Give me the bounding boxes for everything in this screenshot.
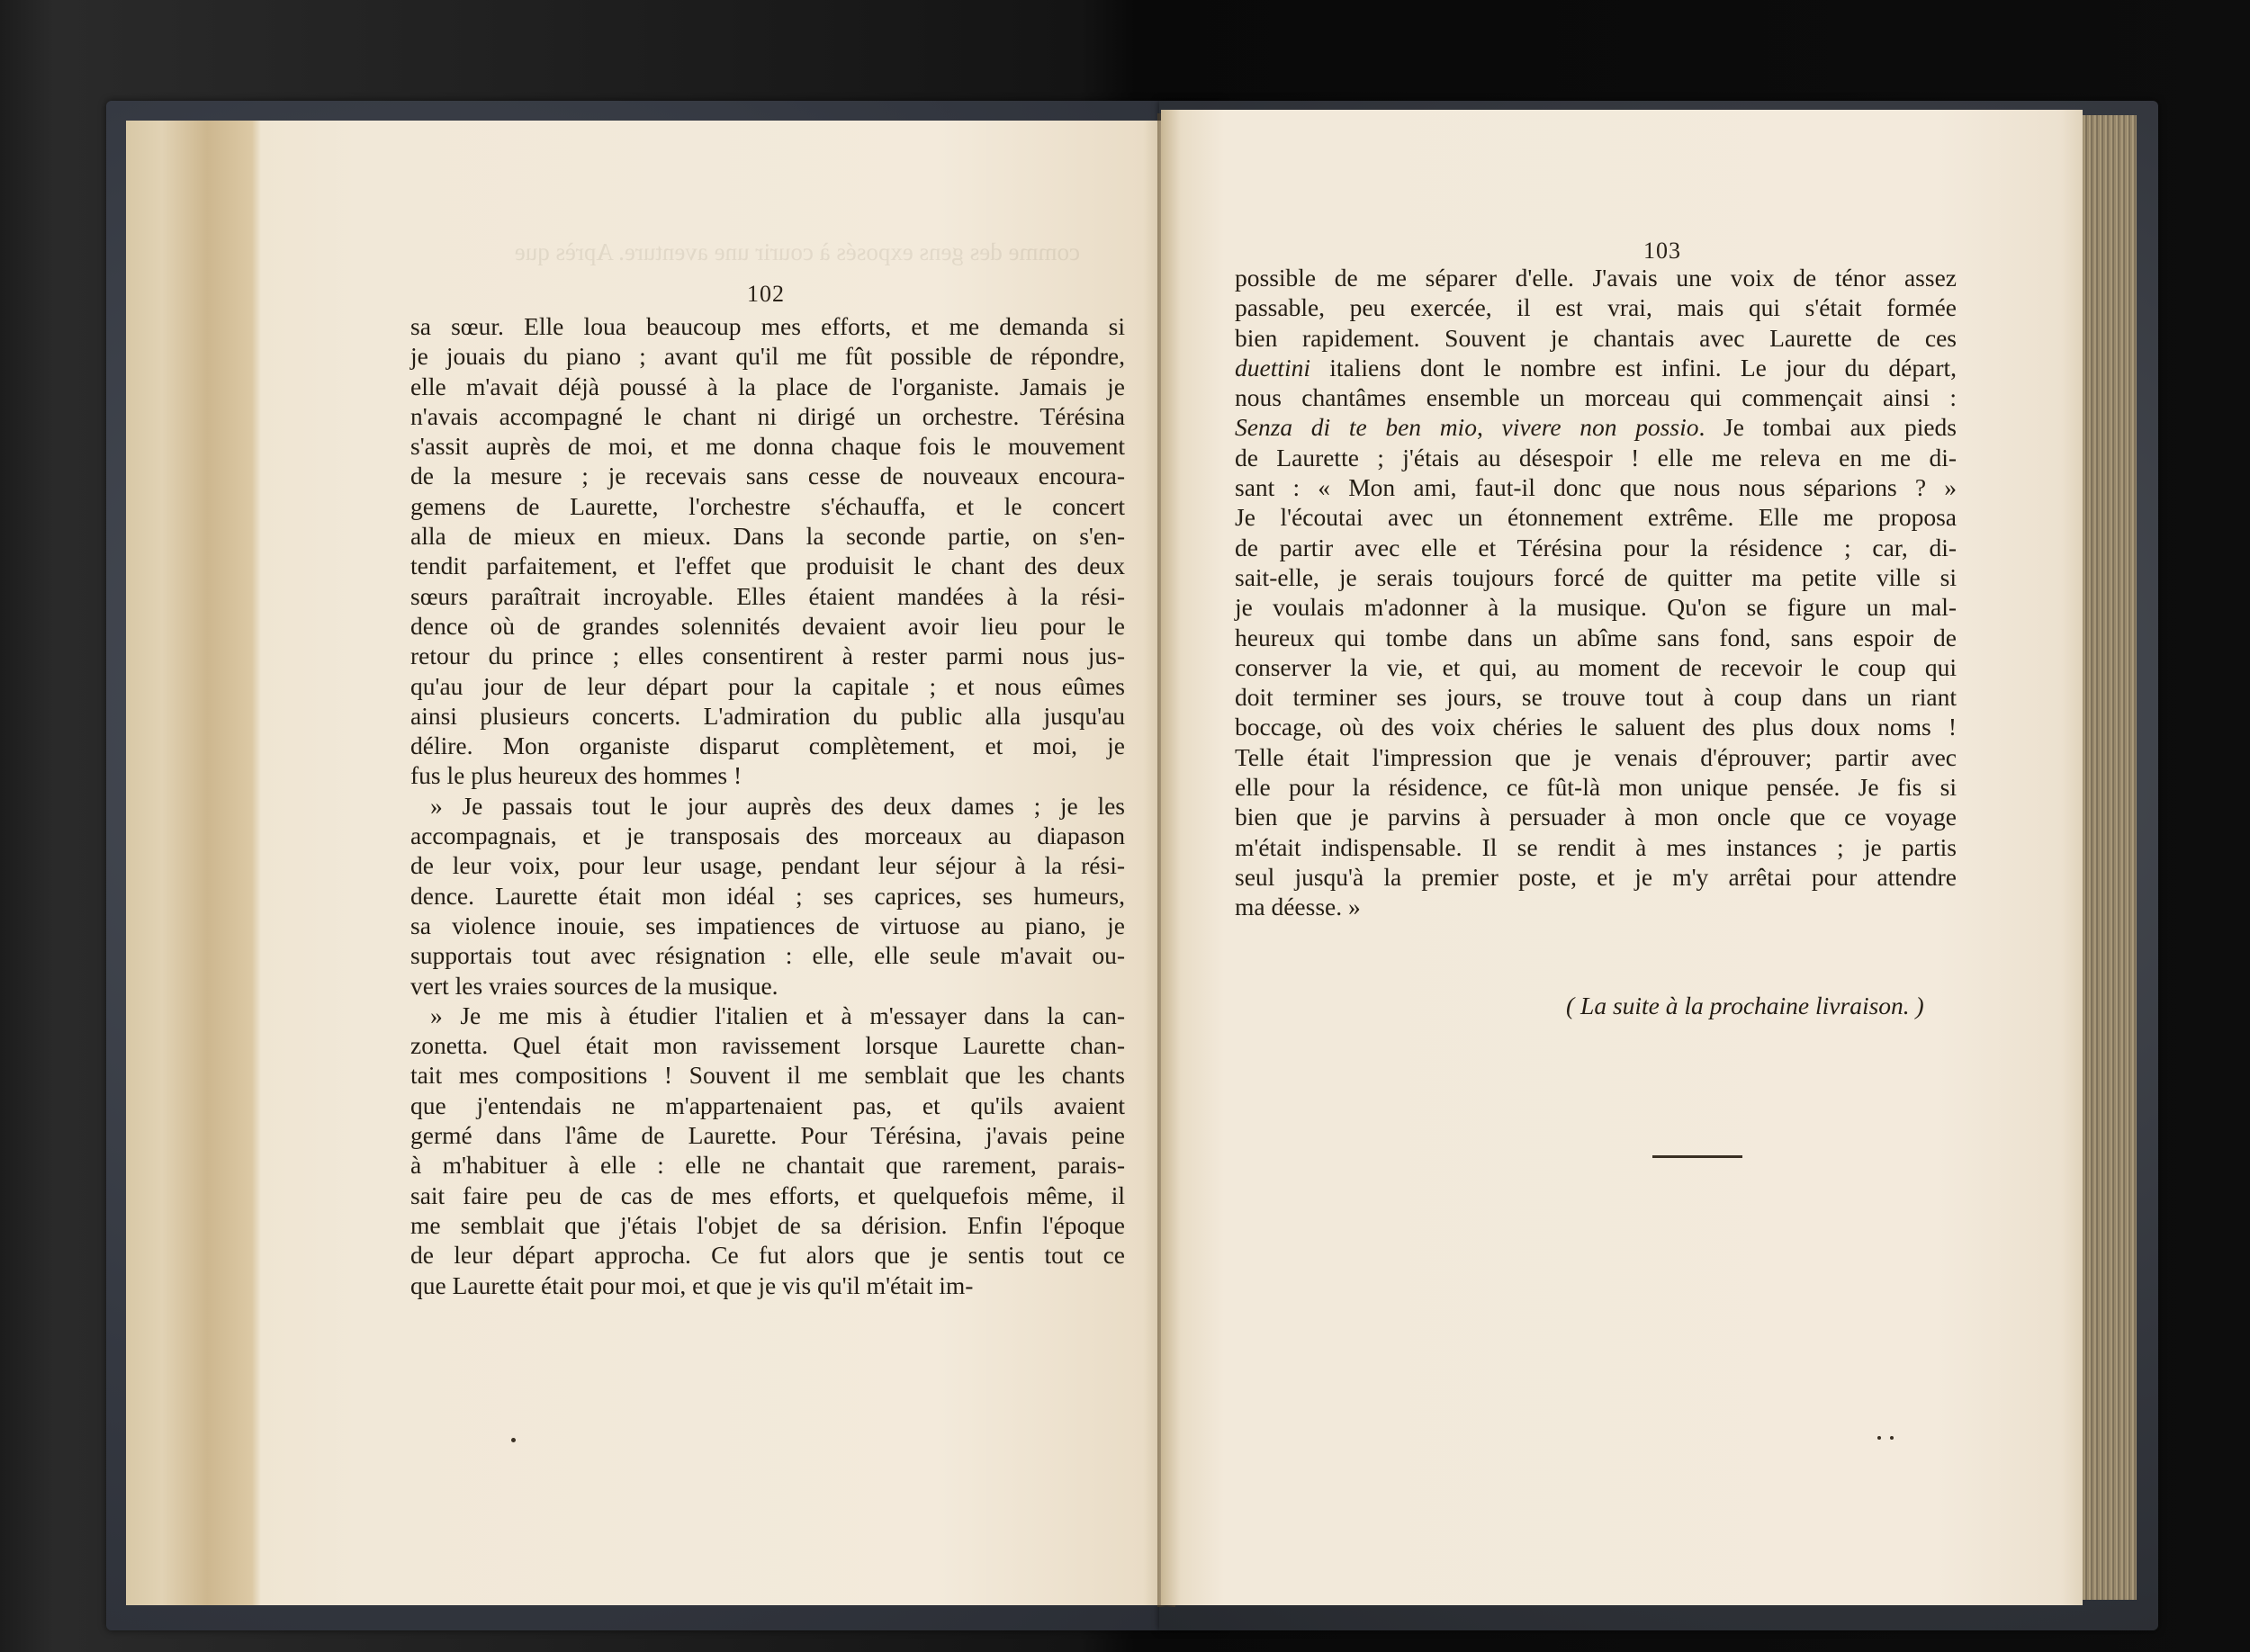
- text-line: nous chantâmes ensemble un morceau qui commençait ainsi :: [1235, 383, 1957, 412]
- text-line: retour du prince ; elles consentirent à rester parmi nous jus-: [410, 642, 1125, 670]
- text-line: tendit parfaitement, et l'effet que produisit le chant des deux: [410, 552, 1125, 580]
- left-page-body: [410, 311, 1125, 1300]
- text-line: sœurs paraîtrait incroyable. Elles étaient mandées à la rési-: [410, 581, 1125, 610]
- text-line: seul jusqu'à la premier poste, et je m'y arrêtai pour attendre: [1235, 862, 1957, 891]
- text-line: Senza di te ben mio, vivere non possio. Je tombai aux pieds: [1235, 413, 1957, 442]
- right-page-number: 103: [1643, 238, 1681, 264]
- text-line: je voulais m'adonner à la musique. Qu'on se figure un mal-: [1235, 593, 1957, 622]
- ink-speck: [511, 1438, 516, 1442]
- text-line: ainsi plusieurs concerts. L'admiration du public alla jusqu'au: [410, 701, 1125, 730]
- text-line: passable, peu exercée, il est vrai, mais qui s'était formée: [1235, 293, 1957, 322]
- text-line: délire. Mon organiste disparut complètement, et moi, je: [410, 732, 1125, 760]
- text-line: de leur voix, pour leur usage, pendant leur séjour à la rési-: [410, 851, 1125, 880]
- left-page: [126, 121, 1172, 1605]
- text-line: tait mes compositions ! Souvent il me semblait que les chants: [410, 1061, 1125, 1090]
- bleed-through-text: comme des gens exposés à courir une aventure. Après que: [514, 238, 1080, 265]
- text-line: Je l'écoutai avec un étonnement extrême. Elle me proposa: [1235, 503, 1957, 532]
- text-line: ma déesse. »: [1235, 893, 1361, 921]
- open-book: [106, 101, 2158, 1630]
- text-line: supportais tout avec résignation : elle, elle seule m'avait ou-: [410, 941, 1125, 970]
- text-line: » Je passais tout le jour auprès des deux dames ; je les: [430, 791, 1125, 820]
- ink-speck: [1890, 1436, 1894, 1440]
- text-line: sant : « Mon ami, faut-il donc que nous nous séparions ? »: [1235, 473, 1957, 502]
- end-rule: [1652, 1155, 1742, 1158]
- text-line: zonetta. Quel était mon ravissement lorsque Laurette chan-: [410, 1031, 1125, 1060]
- text-line: de la mesure ; je recevais sans cesse de nouveaux encoura-: [410, 462, 1125, 490]
- text-line: germé dans l'âme de Laurette. Pour Térésina, j'avais peine: [410, 1121, 1125, 1150]
- text-line: sait-elle, je serais toujours forcé de quitter ma petite ville si: [1235, 562, 1957, 591]
- text-line: m'était indispensable. Il se rendit à mes instances ; je partis: [1235, 832, 1957, 861]
- text-line: fus le plus heureux des hommes !: [410, 761, 742, 790]
- text-line: elle m'avait déjà poussé à la place de l'organiste. Jamais je: [410, 372, 1125, 400]
- text-line: je jouais du piano ; avant qu'il me fût possible de répondre,: [410, 342, 1125, 371]
- text-line: sait faire peu de cas de mes efforts, et quelquefois même, il: [410, 1181, 1125, 1209]
- text-line: que j'entendais ne m'appartenaient pas, et qu'ils avaient: [410, 1091, 1125, 1119]
- text-line: bien que je parvins à persuader à mon oncle que ce voyage: [1235, 803, 1957, 831]
- left-page-number: 102: [747, 281, 785, 307]
- text-line: s'assit auprès de moi, et me donna chaque fois le mouvement: [410, 432, 1125, 461]
- text-line: de partir avec elle et Térésina pour la résidence ; car, di-: [1235, 533, 1957, 561]
- text-line: heureux qui tombe dans un abîme sans fond, sans espoir de: [1235, 623, 1957, 651]
- right-page: [1161, 110, 2083, 1605]
- text-line: conserver la vie, et qui, au moment de recevoir le coup qui: [1235, 652, 1957, 681]
- ink-speck: [1877, 1436, 1881, 1440]
- text-line: dence où de grandes solennités devaient avoir lieu pour le: [410, 611, 1125, 640]
- right-page-body: [1235, 263, 1957, 922]
- text-line: Telle était l'impression que je venais d'éprouver; partir avec: [1235, 742, 1957, 771]
- text-line: à m'habituer à elle : elle ne chantait que rarement, parais-: [410, 1151, 1125, 1180]
- text-line: sa sœur. Elle loua beaucoup mes efforts, et me demanda si: [410, 312, 1125, 340]
- text-line: possible de me séparer d'elle. J'avais une voix de ténor assez: [1235, 264, 1957, 292]
- text-line: qu'au jour de leur départ pour la capitale ; et nous eûmes: [410, 671, 1125, 700]
- text-line: gemens de Laurette, l'orchestre s'échauffa, et le concert: [410, 491, 1125, 520]
- text-line: doit terminer ses jours, se trouve tout à coup dans un riant: [1235, 683, 1957, 712]
- continuation-note: ( La suite à la prochaine livraison. ): [1566, 992, 1924, 1019]
- text-line: sa violence inouie, ses impatiences de virtuose au piano, je: [410, 911, 1125, 939]
- text-line: vert les vraies sources de la musique.: [410, 971, 778, 1000]
- text-line: dence. Laurette était mon idéal ; ses caprices, ses humeurs,: [410, 881, 1125, 910]
- text-line: bien rapidement. Souvent je chantais avec Laurette de ces: [1235, 323, 1957, 352]
- text-line: alla de mieux en mieux. Dans la seconde partie, on s'en-: [410, 522, 1125, 551]
- text-line: duettini italiens dont le nombre est infini. Le jour du départ,: [1235, 353, 1957, 382]
- page-edges: [2083, 115, 2137, 1600]
- text-line: boccage, où des voix chéries le saluent des plus doux noms !: [1235, 713, 1957, 741]
- text-line: elle pour la résidence, ce fût-là mon unique pensée. Je fis si: [1235, 773, 1957, 802]
- text-line: » Je me mis à étudier l'italien et à m'essayer dans la can-: [430, 1001, 1125, 1029]
- text-line: accompagnais, et je transposais des morceaux au diapason: [410, 822, 1125, 850]
- text-line: n'avais accompagné le chant ni dirigé un orchestre. Térésina: [410, 401, 1125, 430]
- text-line: me semblait que j'étais l'objet de sa dérision. Enfin l'époque: [410, 1210, 1125, 1239]
- text-line: de Laurette ; j'étais au désespoir ! elle me releva en me di-: [1235, 443, 1957, 471]
- text-line: que Laurette était pour moi, et que je vis qu'il m'était im-: [410, 1270, 974, 1299]
- text-line: de leur départ approcha. Ce fut alors que je sentis tout ce: [410, 1241, 1125, 1270]
